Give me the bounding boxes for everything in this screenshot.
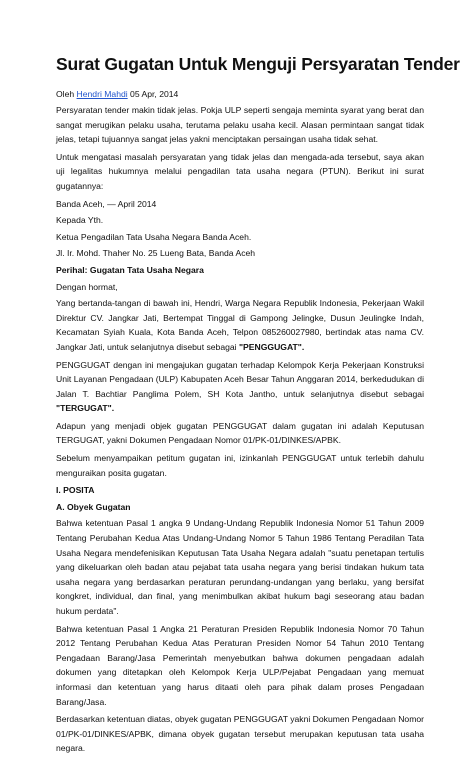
defendant-label: "TERGUGAT".: [56, 403, 115, 414]
publish-date: 05 Apr, 2014: [127, 89, 179, 99]
object-paragraph: Adapun yang menjadi objek gugatan PENGGUGAT dalam gugatan ini adalah Keputusan TERGUGAT, yakni Dokumen Pengadaan Nomor 01/PK-01/DINKES/APBK.: [56, 420, 424, 446]
author-link[interactable]: Hendri Mahdi: [76, 89, 128, 99]
plaintiff-paragraph: [56, 296, 424, 354]
article-title: Surat Gugatan Untuk Menguji Persyaratan Tender: [56, 54, 460, 74]
law-paragraph-1: Bahwa ketentuan Pasal 1 angka 9 Undang-Undang Republik Indonesia Nomor 51 Tahun 2009 Tentang Perubahan Kedua Atas Undang-Undang Nomor 5 Tahun 1986 Tentang Peradilan Tata Usaha Negara mendefenisikan Keputusan Tata Usaha Negara adalah "suatu penetapan tertulis yang dikeluarkan oleh badan atau pejabat tata usaha negara yang berisi tindakan hukum tata usaha negara yang berdasarkan peraturan perundang-undangan yang berlaku, yang bersifat kongkret, individual, dan final, yang menimbulkan akibat hukum bagi seseorang atau badan hukum perdata".: [56, 518, 424, 616]
section-heading-posita: I. POSITA: [56, 485, 95, 496]
plaintiff-label: "PENGGUGAT".: [238, 341, 305, 352]
intro-paragraph-2: Untuk mengatasi masalah persyaratan yang tidak jelas dan mengada-ada tersebut, saya akan uji legalitas hukumnya melalui pengadilan tata usaha negara (PTUN). Berikut ini surat gugatannya:: [56, 151, 424, 191]
conclusion-paragraph: Berdasarkan ketentuan diatas, obyek gugatan PENGGUGAT yakni Dokumen Pengadaan Nomor 01/PK-01/DINKES/APBK, dimana obyek gugatan tersebut merupakan keputusan tata usaha negara.: [56, 714, 424, 754]
letter-subject: Perihal: Gugatan Tata Usaha Negara: [56, 264, 204, 275]
defendant-text: PENGGUGAT dengan ini mengajukan gugatan terhadap Kelompok Kerja Pekerjaan Konstruksi Unit Layanan Pengadaan (ULP) Kabupaten Aceh Besar Tahun Anggaran 2014, berkedudukan di Jalan T. Bachtiar Panglima Polem, SH Kota Jantho, untuk selanjutnya disebut sebagai: [56, 359, 424, 399]
intro-paragraph: Persyaratan tender makin tidak jelas. Pokja ULP seperti sengaja meminta syarat yang berat dan sangat merugikan pelaku usaha, terutama pelaku usaha kecil. Alasan permintaan sangat tidak jelas, tetapi tujuannya sangat jelas yakni menciptakan persaingan usaha tidak sehat.: [56, 105, 424, 145]
subsection-heading-obyek: A. Obyek Gugatan: [56, 501, 131, 512]
letter-salutation: Dengan hormat,: [56, 281, 118, 292]
law-paragraph-2: Bahwa ketentuan Pasal 1 Angka 21 Peraturan Presiden Republik Indonesia Nomor 70 Tahun 2012 Tentang Perubahan Kedua Atas Peraturan Presiden Nomor 54 Tahun 2010 Tentang Pengadaan Barang/Jasa Pemerintah menyebutkan bahwa dokumen pengadaan adalah dokumen yang ditetapkan oleh Kelompok Kerja ULP/Pejabat Pengadaan yang memuat informasi dan ketentuan yang harus ditaati oleh para pihak dalam proses Pengadaan Barang/Jasa.: [56, 623, 424, 707]
posita-intro-paragraph: Sebelum menyampaikan petitum gugatan ini, izinkanlah PENGGUGAT untuk terlebih dahulu menguraikan posita gugatan.: [56, 453, 424, 478]
defendant-paragraph: [56, 358, 424, 416]
letter-address: Jl. Ir. Mohd. Thaher No. 25 Lueng Bata, Banda Aceh: [56, 248, 256, 259]
letter-recipient: Ketua Pengadilan Tata Usaha Negara Banda Aceh.: [56, 231, 252, 242]
byline: [56, 89, 424, 99]
letter-kepada: Kepada Yth.: [56, 215, 104, 226]
letter-place-date: Banda Aceh, — April 2014: [56, 198, 157, 209]
plaintiff-text: Yang bertanda-tangan di bawah ini, Hendri, Warga Negara Republik Indonesia, Pekerjaan Wakil Direktur CV. Jangkar Jati, Bertempat Tinggal di Gampong Jelingke, Dusun Jeulingke Indah, Kecamatan Syiah Kuala, Kota Banda Aceh, Telpon 085260027980, bertindak atas nama CV. Jangkar Jati, untuk selanjutnya disebut sebagai: [56, 298, 424, 352]
byline-prefix: Oleh: [56, 89, 77, 99]
